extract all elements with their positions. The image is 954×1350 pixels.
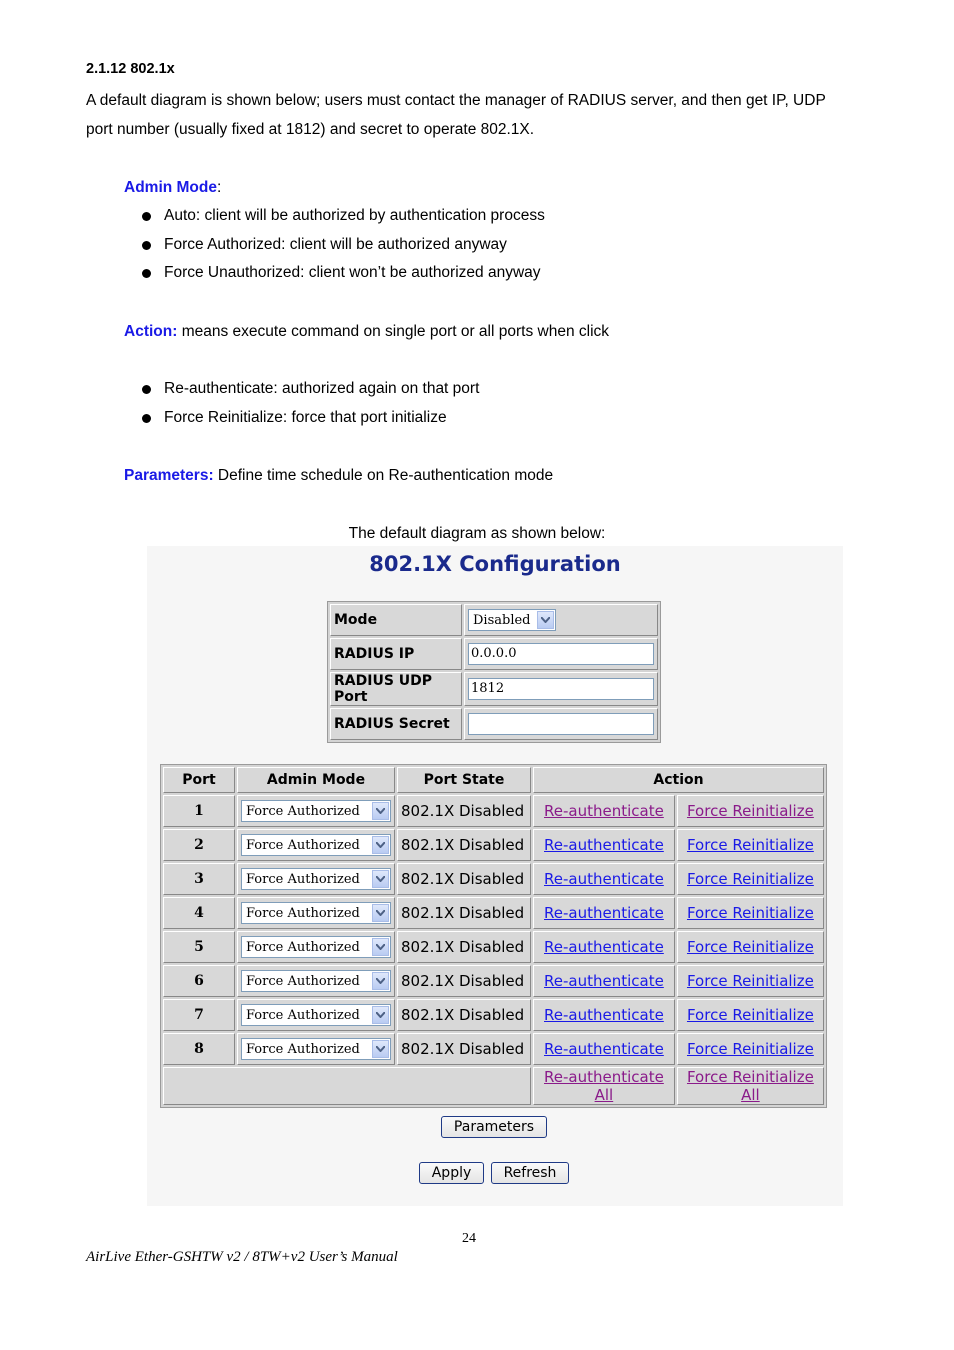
- port-number: 4: [163, 897, 235, 929]
- port-state: 802.1X Disabled: [397, 999, 531, 1031]
- table-row: [163, 999, 824, 1031]
- radius-secret-input[interactable]: [468, 713, 654, 735]
- force-reinitialize-link[interactable]: Force Reinitialize: [686, 870, 814, 888]
- config-screenshot: [147, 546, 843, 1206]
- admin-mode-select[interactable]: [241, 1004, 391, 1026]
- reauthenticate-link[interactable]: Re-authenticate: [544, 836, 664, 854]
- chevron-down-icon[interactable]: [372, 904, 389, 922]
- port-state: 802.1X Disabled: [397, 1033, 531, 1065]
- config-title: 802.1X Configuration: [369, 552, 621, 576]
- port-number: 8: [163, 1033, 235, 1065]
- force-reinitialize-link[interactable]: Force Reinitialize: [686, 938, 814, 956]
- bullet-text: Force Authorized: client will be authorized anyway: [164, 235, 507, 253]
- admin-mode-cell: [237, 1033, 395, 1065]
- admin-mode-select-value: Force Authorized: [246, 905, 360, 921]
- parameters-label: Parameters:: [124, 467, 214, 484]
- admin-mode-select-value: Force Authorized: [246, 871, 360, 887]
- admin-mode-select[interactable]: [241, 800, 391, 822]
- radius-port-cell: [464, 672, 658, 706]
- bullet-icon: [142, 241, 151, 250]
- reauth-cell: [533, 931, 675, 963]
- radius-secret-cell: [464, 708, 658, 740]
- table-row: [163, 897, 824, 929]
- table-row: [163, 931, 824, 963]
- port-table: [160, 764, 827, 1108]
- action-column-header: Action: [533, 767, 824, 793]
- port-state-column-header: Port State: [397, 767, 531, 793]
- table-row: [163, 829, 824, 861]
- table-header-row: [163, 767, 824, 793]
- reauth-cell: [533, 965, 675, 997]
- mode-select-value: Disabled: [473, 612, 531, 628]
- admin-mode-cell: [237, 999, 395, 1031]
- chevron-down-icon[interactable]: [372, 1006, 389, 1024]
- reinit-cell: [677, 897, 824, 929]
- list-item: [142, 231, 545, 260]
- admin-mode-cell: [237, 931, 395, 963]
- action-label: Action:: [124, 323, 178, 340]
- page-number: 24: [462, 1231, 476, 1246]
- reinit-cell: [677, 965, 824, 997]
- list-item: [142, 375, 479, 404]
- radius-settings-table: [327, 601, 661, 743]
- port-number: 7: [163, 999, 235, 1031]
- table-row: [163, 965, 824, 997]
- mode-select[interactable]: [468, 609, 556, 631]
- port-number: 5: [163, 931, 235, 963]
- reinit-cell: [677, 999, 824, 1031]
- reauth-cell: [533, 795, 675, 827]
- radius-ip-cell: [464, 638, 658, 670]
- action-text: means execute command on single port or all ports when click: [177, 323, 610, 340]
- reauth-cell: [533, 863, 675, 895]
- reinit-cell: [677, 931, 824, 963]
- force-reinitialize-link[interactable]: Force Reinitialize: [686, 836, 814, 854]
- apply-button[interactable]: Apply: [419, 1162, 484, 1184]
- port-number: 3: [163, 863, 235, 895]
- bullet-text: Force Unauthorized: client won’t be authorized anyway: [164, 264, 541, 281]
- port-state: 802.1X Disabled: [397, 931, 531, 963]
- reauthenticate-link[interactable]: Re-authenticate: [544, 904, 664, 922]
- parameters-paragraph: [124, 461, 553, 490]
- empty-cell: [163, 1067, 531, 1105]
- admin-mode-column-header: Admin Mode: [237, 767, 395, 793]
- chevron-down-icon[interactable]: [372, 938, 389, 956]
- port-number: 2: [163, 829, 235, 861]
- admin-mode-select-value: Force Authorized: [246, 1007, 360, 1023]
- bullet-text: Auto: client will be authorized by authentication process: [164, 207, 545, 224]
- reauth-cell: [533, 999, 675, 1031]
- admin-mode-select[interactable]: [241, 970, 391, 992]
- force-reinitialize-link[interactable]: Force Reinitialize: [686, 1040, 814, 1058]
- chevron-down-icon[interactable]: [372, 802, 389, 820]
- admin-mode-cell: [237, 863, 395, 895]
- reinit-cell: [677, 1033, 824, 1065]
- table-row: [163, 863, 824, 895]
- table-row: [330, 638, 658, 670]
- section-heading: 2.1.12 802.1x: [86, 61, 175, 77]
- bullet-icon: [142, 414, 151, 423]
- force-reinitialize-link[interactable]: Force Reinitialize: [686, 972, 814, 990]
- port-state: 802.1X Disabled: [397, 965, 531, 997]
- admin-mode-select[interactable]: [241, 902, 391, 924]
- port-column-header: Port: [163, 767, 235, 793]
- admin-mode-colon: :: [217, 179, 222, 196]
- table-row: [330, 708, 658, 740]
- table-row: [330, 672, 658, 706]
- chevron-down-icon[interactable]: [372, 870, 389, 888]
- reauth-cell: [533, 1033, 675, 1065]
- bullet-icon: [142, 269, 151, 278]
- parameters-button[interactable]: Parameters: [441, 1116, 547, 1138]
- port-number: 6: [163, 965, 235, 997]
- action-bullet-list: [142, 375, 479, 432]
- parameters-text: Define time schedule on Re-authentication mode: [213, 467, 554, 484]
- admin-mode-select-value: Force Authorized: [246, 803, 360, 819]
- mode-label: Mode: [330, 604, 462, 636]
- reauthenticate-link[interactable]: Re-authenticate: [544, 972, 664, 990]
- reauthenticate-link[interactable]: Re-authenticate: [544, 938, 664, 956]
- force-reinitialize-link[interactable]: Force Reinitialize: [686, 1006, 814, 1024]
- port-state: 802.1X Disabled: [397, 829, 531, 861]
- admin-mode-label: Admin Mode: [124, 179, 217, 196]
- force-reinitialize-link[interactable]: Force Reinitialize: [686, 802, 814, 820]
- radius-ip-input[interactable]: 0.0.0.0: [468, 643, 654, 665]
- reauthenticate-link[interactable]: Re-authenticate: [544, 802, 664, 820]
- force-reinitialize-all-link[interactable]: Force Reinitialize All: [686, 1068, 814, 1104]
- port-state: 802.1X Disabled: [397, 897, 531, 929]
- radius-port-input[interactable]: 1812: [468, 678, 654, 700]
- admin-mode-cell: [237, 965, 395, 997]
- radius-ip-label: RADIUS IP: [330, 638, 462, 670]
- mode-cell: [464, 604, 658, 636]
- bullet-icon: [142, 385, 151, 394]
- chevron-down-icon[interactable]: [537, 611, 554, 629]
- reauthenticate-link[interactable]: Re-authenticate: [544, 1006, 664, 1024]
- bullet-icon: [142, 212, 151, 221]
- diagram-caption: The default diagram as shown below:: [348, 525, 606, 542]
- port-state: 802.1X Disabled: [397, 795, 531, 827]
- admin-mode-cell: [237, 829, 395, 861]
- reinit-cell: [677, 863, 824, 895]
- admin-mode-select[interactable]: [241, 868, 391, 890]
- chevron-down-icon[interactable]: [372, 972, 389, 990]
- reauth-all-cell: [533, 1067, 675, 1105]
- admin-mode-select-value: Force Authorized: [246, 973, 360, 989]
- list-item: [142, 202, 545, 231]
- radius-secret-label: RADIUS Secret: [330, 708, 462, 740]
- port-state: 802.1X Disabled: [397, 863, 531, 895]
- chevron-down-icon[interactable]: [372, 836, 389, 854]
- admin-mode-heading: [124, 173, 221, 202]
- list-item: [142, 259, 545, 288]
- admin-mode-cell: [237, 795, 395, 827]
- admin-mode-select-value: Force Authorized: [246, 1041, 360, 1057]
- admin-mode-select[interactable]: [241, 834, 391, 856]
- admin-mode-select[interactable]: [241, 1038, 391, 1060]
- admin-mode-select-value: Force Authorized: [246, 837, 360, 853]
- refresh-button[interactable]: Refresh: [491, 1162, 569, 1184]
- port-number: 1: [163, 795, 235, 827]
- admin-mode-select[interactable]: [241, 936, 391, 958]
- table-row: [163, 1033, 824, 1065]
- action-paragraph: [124, 317, 609, 346]
- admin-mode-select-value: Force Authorized: [246, 939, 360, 955]
- chevron-down-icon[interactable]: [372, 1040, 389, 1058]
- reauthenticate-link[interactable]: Re-authenticate: [544, 870, 664, 888]
- table-row: [330, 604, 658, 636]
- reinit-cell: [677, 795, 824, 827]
- intro-line-2: port number (usually fixed at 1812) and secret to operate 802.1X.: [86, 121, 535, 138]
- reauthenticate-all-link[interactable]: Re-authenticate All: [544, 1068, 664, 1104]
- radius-port-label: RADIUS UDP Port: [330, 672, 462, 706]
- table-row: [163, 795, 824, 827]
- admin-mode-bullet-list: [142, 202, 545, 288]
- footer-text: AirLive Ether-GSHTW v2 / 8TW+v2 User’s Manual: [86, 1249, 398, 1265]
- reinit-cell: [677, 829, 824, 861]
- intro-line-1: A default diagram is shown below; users must contact the manager of RADIUS server, and then get IP, UDP: [86, 92, 826, 109]
- bullet-text: Re-authenticate: authorized again on that port: [164, 380, 480, 397]
- reinit-all-cell: [677, 1067, 824, 1105]
- force-reinitialize-link[interactable]: Force Reinitialize: [686, 904, 814, 922]
- reauth-cell: [533, 897, 675, 929]
- list-item: [142, 404, 479, 433]
- admin-mode-cell: [237, 897, 395, 929]
- table-row: [163, 1067, 824, 1105]
- reauthenticate-link[interactable]: Re-authenticate: [544, 1040, 664, 1058]
- bullet-text: Force Reinitialize: force that port initialize: [164, 408, 447, 426]
- reauth-cell: [533, 829, 675, 861]
